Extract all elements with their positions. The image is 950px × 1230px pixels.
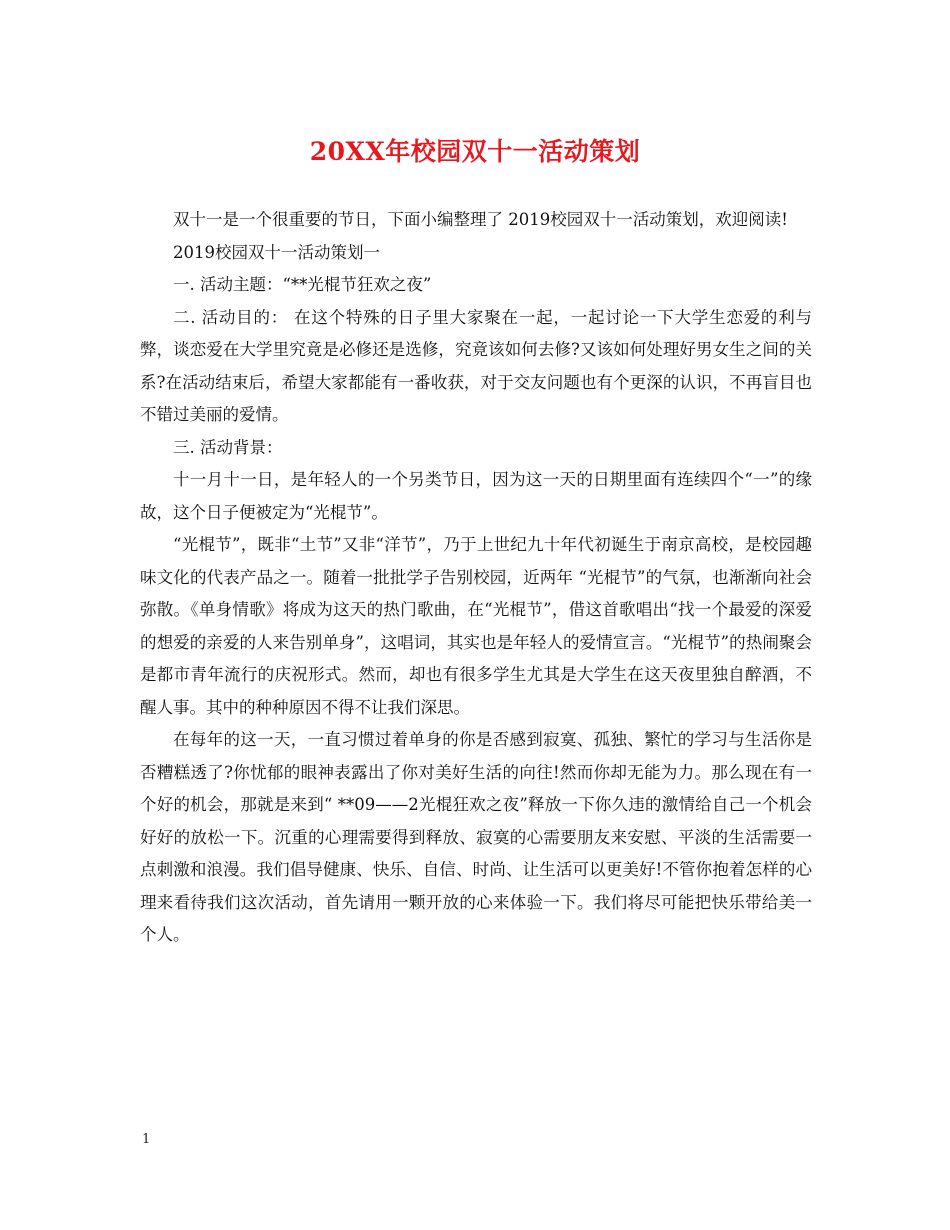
intro-paragraph: 双十一是一个很重要的节日，下面小编整理了 2019校园双十一活动策划，欢迎阅读! — [173, 210, 788, 229]
document-title: 20XX年校园双十一活动策划 — [309, 137, 641, 166]
background-paragraph: 在每年的这一天，一直习惯过着单身的你是否感到寂寞、孤独、繁忙的学习与生活你是否糟糕透了?你忧郁的眼神表露出了你对美好生活的向往!然而你却无能为力。那么现在有一个好的机会，那就是来到“ **09——2光棍狂欢之夜”释放一下你久违的激情给自己一个机会好好的放松一下。沉重的心理需要得到释放、寂寞的心需要朋友来安慰、平淡的生活需要一点刺激和浪漫。我们倡导健康、快乐、自信、时尚、让生活可以更美好!不管你抱着怎样的心理来看待我们这次活动，首先请用一颗开放的心来体验一下。我们将尽可能把快乐带给美一个人。 — [140, 730, 812, 944]
activity-purpose: 二. 活动目的： 在这个特殊的日子里大家聚在一起，一起讨论一下大学生恋爱的利与弊，谈恋爱在大学里究竟是必修还是选修，究竟该如何去修?又该如何处理好男女生之间的关系?在活动结束后，希望大家都能有一番收获，对于交友问题也有个更深的认识，不再盲目也不错过美丽的爱情。 — [140, 307, 812, 424]
section-heading-plan-one: 2019校园双十一活动策划一 — [173, 242, 380, 262]
background-paragraph: 十一月十一日，是年轻人的一个另类节日，因为这一天的日期里面有连续四个“一”的缘故，这个日子便被定为“光棍节”。 — [140, 470, 812, 522]
page-number: 1 — [142, 1132, 151, 1147]
activity-background-heading: 三. 活动背景： — [173, 437, 283, 457]
background-paragraph: “光棍节”，既非“土节”又非“洋节”，乃于上世纪九十年代初诞生于南京高校，是校园趣味文化的代表产品之一。随着一批批学子告别校园，近两年 “光棍节”的气氛，也渐渐向社会弥散。《单身情歌》将成为这天的热门歌曲，在“光棍节”，借这首歌唱出“找一个最爱的深爱的想爱的亲爱的人来告别单身”，这唱词，其实也是年轻人的爱情宣言。“光棍节”的热闹聚会是都市青年流行的庆祝形式。然而，却也有很多学生尤其是大学生在这天夜里独自醉酒，不醒人事。其中的种种原因不得不让我们深思。 — [140, 535, 812, 717]
document-body — [140, 204, 812, 952]
activity-theme: 一. 活动主题：“**光棍节狂欢之夜” — [173, 275, 432, 294]
